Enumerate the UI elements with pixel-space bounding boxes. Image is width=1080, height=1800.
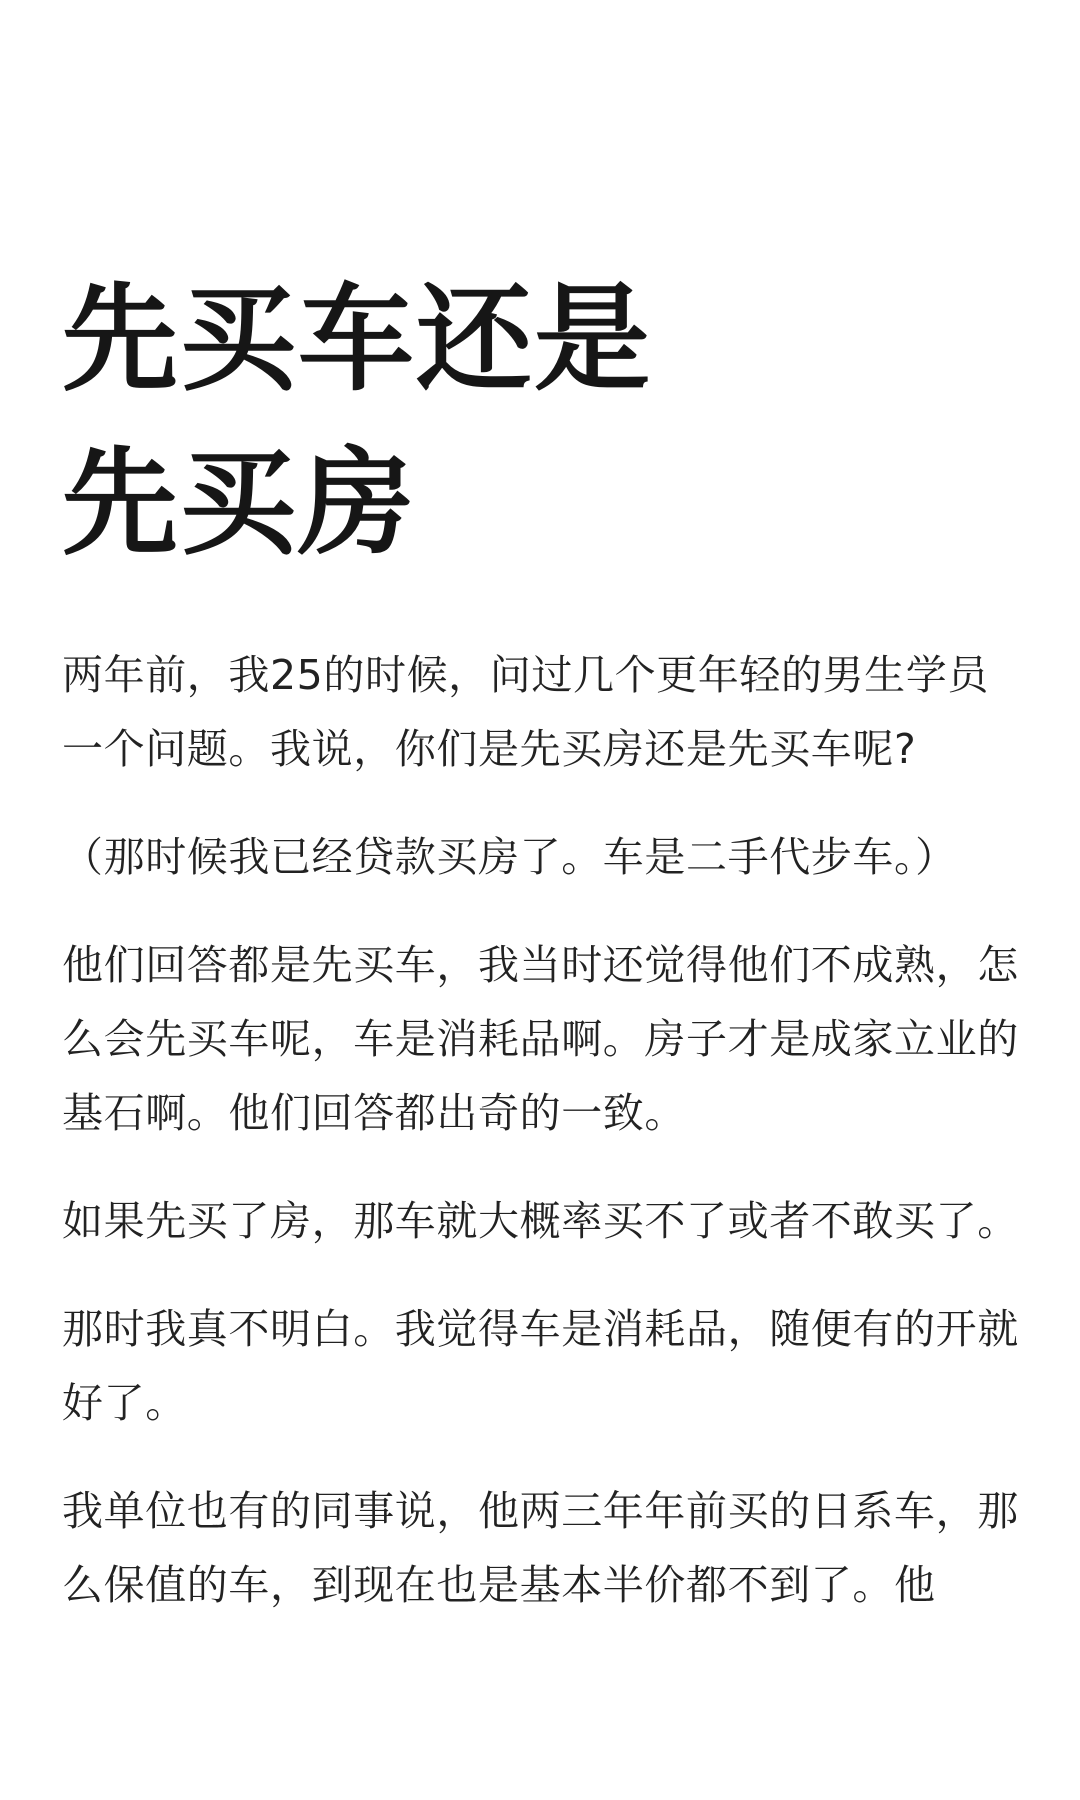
paragraph-2: （那时候我已经贷款买房了。车是二手代步车。） xyxy=(62,833,957,881)
paragraph-5: 那时我真不明白。我觉得车是消耗品，随便有的开就好了。 xyxy=(62,1305,1019,1427)
article-title xyxy=(62,258,822,586)
article-body xyxy=(62,638,1030,1622)
paragraph-4: 如果先买了房，那车就大概率买不了或者不敢买了。 xyxy=(62,1197,1019,1245)
paragraph-3: 他们回答都是先买车，我当时还觉得他们不成熟，怎么会先买车呢，车是消耗品啊。房子才是成家立业的基石啊。他们回答都出奇的一致。 xyxy=(62,941,1019,1137)
article xyxy=(62,258,1030,1656)
paragraph-1: 两年前，我25的时候，问过几个更年轻的男生学员一个问题。我说，你们是先买房还是先买车呢? xyxy=(62,651,989,773)
paragraph-6: 我单位也有的同事说，他两三年年前买的日系车，那么保值的车，到现在也是基本半价都不到了。他 xyxy=(62,1487,1019,1609)
title-line-1: 先买车还是 xyxy=(62,272,652,407)
title-line-2: 先买房 xyxy=(62,436,416,571)
